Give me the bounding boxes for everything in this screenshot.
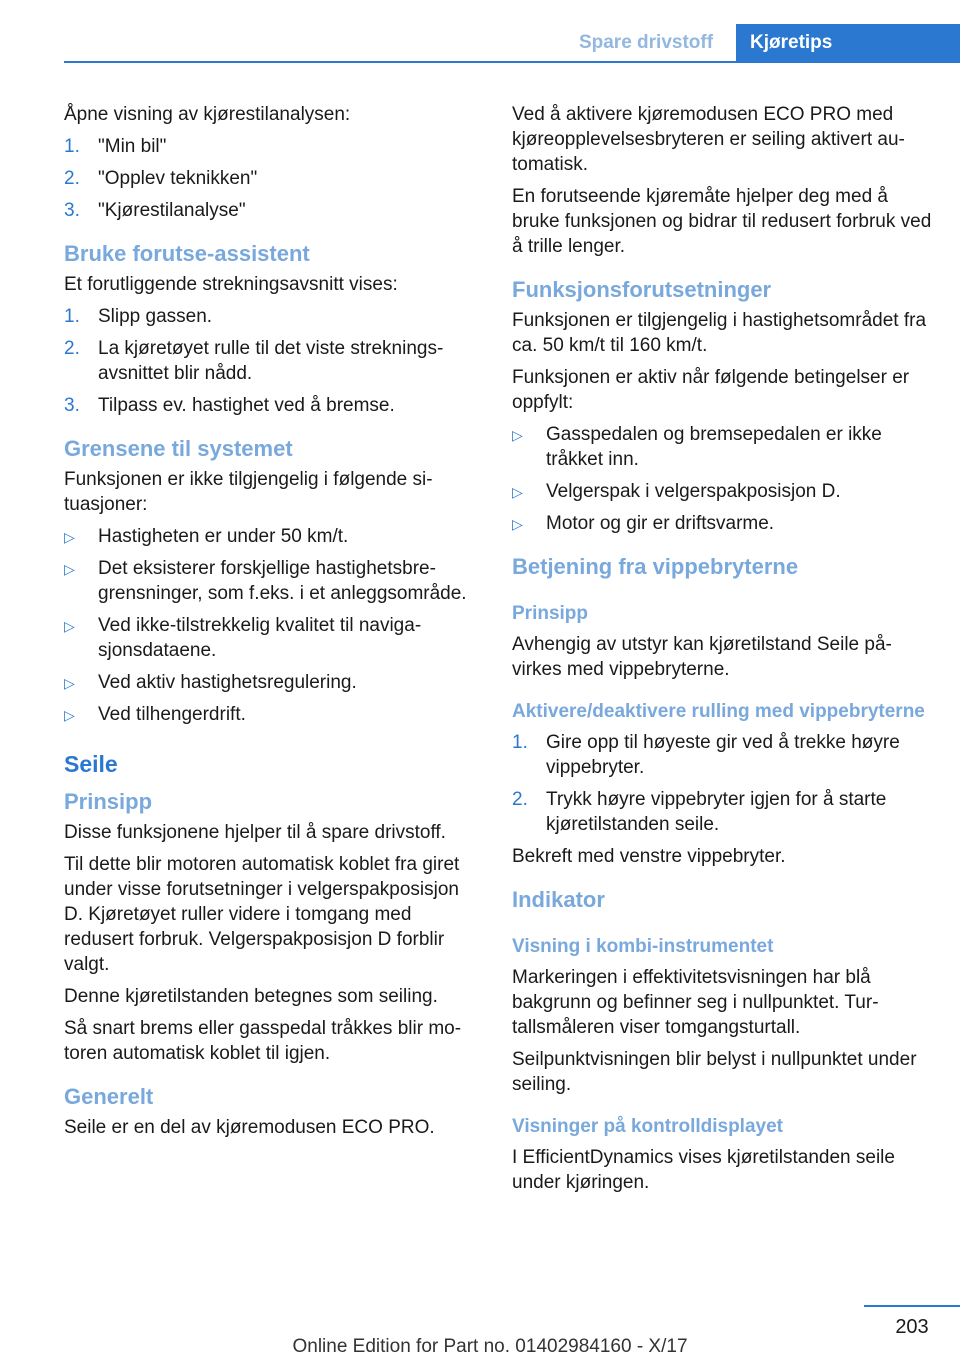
page-header	[0, 0, 960, 66]
heading-visning: Visning i kombi-instrumentet	[512, 936, 774, 957]
bullet-text: Ved aktiv hastighetsregulering.	[98, 672, 357, 693]
left-column	[64, 102, 479, 1147]
triangle-bullet-icon: ▷	[512, 484, 523, 500]
prinsipp-text-4: Så snart brems eller gasspedal tråkkes blir motoren automatisk koblet til igjen.	[64, 1018, 462, 1064]
bullet-text: Det eksisterer forskjellige hastighetsbregrensninger, som f.eks. i et anleggsområde.	[98, 558, 467, 604]
aktivere-steps-list	[512, 730, 932, 837]
prinsipp-text-2: Til dette blir motoren automatisk koblet fra giret under visse forutsetninger i velgerspakposisjon D. Kjøretøyet ruller videre i tomgang med redusert forbruk. Velgerspakposisjon D forblir valgt.	[64, 854, 460, 975]
intro-text-2: En forutseende kjøremåte hjelper deg med å bruke funksjonen og bidrar til redusert forbruk ved å trille lenger.	[512, 186, 932, 257]
bullet-text: Ved tilhengerdrift.	[98, 704, 246, 725]
funksjon-bullet-list	[512, 422, 932, 536]
step-number: 3.	[64, 395, 80, 416]
step-number: 1.	[64, 136, 80, 157]
bullet-text: Ved ikke-tilstrekkelig kvalitet til navigasjonsdataene.	[98, 615, 422, 661]
forutse-text: Et forutliggende strekningsavsnitt vises:	[64, 274, 398, 295]
step-text: Tilpass ev. hastighet ved å bremse.	[98, 395, 395, 416]
heading-prinsipp: Prinsipp	[64, 789, 153, 814]
visning-text-2: Seilpunktvisningen blir belyst i nullpunktet under seiling.	[512, 1049, 917, 1095]
step-number: 1.	[64, 306, 80, 327]
triangle-bullet-icon: ▷	[512, 516, 523, 532]
step-number: 2.	[64, 338, 80, 359]
triangle-bullet-icon: ▷	[512, 427, 523, 443]
visning-text-1: Markeringen i effektivitetsvisningen har blå bakgrunn og befinner seg i nullpunktet. Turtallsmåleren viser tomgangsturtall.	[512, 967, 879, 1038]
list-item	[512, 730, 932, 780]
heading-prinsipp-right: Prinsipp	[512, 603, 589, 624]
list-item	[64, 166, 479, 191]
menu-steps-list	[64, 134, 479, 223]
triangle-bullet-icon: ▷	[64, 561, 75, 577]
step-text: Trykk høyre vippebryter igjen for å starte kjøretilstanden seile.	[546, 789, 887, 835]
list-item	[512, 479, 932, 504]
heading-betjening: Betjening fra vippebryterne	[512, 554, 799, 579]
step-number: 2.	[64, 168, 80, 189]
step-number: 3.	[64, 200, 80, 221]
list-item	[64, 393, 479, 418]
step-text: La kjøretøyet rulle til det viste strekningsavsnittet blir nådd.	[98, 338, 444, 384]
list-item	[64, 556, 479, 606]
grensene-text: Funksjonen er ikke tilgjengelig i følgende situasjoner:	[64, 469, 433, 515]
list-item	[64, 702, 479, 727]
header-rule	[64, 61, 960, 63]
heading-generelt: Generelt	[64, 1084, 154, 1109]
footer-rule	[864, 1305, 960, 1307]
heading-funksjonsforutsetninger: Funksjonsforutsetninger	[512, 277, 772, 302]
header-section-title: Spare drivstoff	[578, 32, 714, 53]
triangle-bullet-icon: ▷	[64, 618, 75, 634]
bullet-text: Motor og gir er driftsvarme.	[546, 513, 775, 534]
heading-indikator: Indikator	[512, 887, 605, 912]
heading-forutse: Bruke forutse-assistent	[64, 241, 310, 266]
forutse-steps-list	[64, 304, 479, 418]
page-number: 203	[895, 1316, 929, 1338]
list-item	[64, 670, 479, 695]
list-item	[64, 134, 479, 159]
bullet-text: Velgerspak i velgerspakposisjon D.	[546, 481, 841, 502]
edition-footer: Online Edition for Part no. 01402984160 - X/17	[292, 1336, 688, 1357]
prinsipp-text-1: Disse funksjonene hjelper til å spare drivstoff.	[64, 822, 446, 843]
funksjon-text-1: Funksjonen er tilgjengelig i hastighetsområdet fra ca. 50 km/t til 160 km/t.	[512, 310, 927, 356]
step-text: "Opplev teknikken"	[98, 168, 258, 189]
list-item	[64, 524, 479, 549]
list-item	[512, 787, 932, 837]
bullet-text: Gasspedalen og bremsepedalen er ikke tråkket inn.	[546, 424, 882, 470]
step-number: 1.	[512, 732, 528, 753]
step-number: 2.	[512, 789, 528, 810]
intro-text-1: Ved å aktivere kjøremodusen ECO PRO med kjøreopplevelsesbryteren er seiling aktivert automatisk.	[512, 104, 905, 175]
heading-kontrolldisplay: Visninger på kontrolldisplayet	[512, 1116, 783, 1137]
list-item	[64, 304, 479, 329]
generelt-text: Seile er en del av kjøremodusen ECO PRO.	[64, 1117, 435, 1138]
list-item	[512, 511, 932, 536]
heading-seile: Seile	[64, 751, 118, 777]
step-text: "Min bil"	[98, 136, 167, 157]
header-chapter-tab: Kjøretips	[736, 24, 960, 62]
bullet-text: Hastigheten er under 50 km/t.	[98, 526, 349, 547]
heading-aktivere: Aktivere/deaktivere rulling med vippebryterne	[512, 701, 925, 722]
triangle-bullet-icon: ▷	[64, 707, 75, 723]
prinsipp-right-text: Avhengig av utstyr kan kjøretilstand Seile påvirkes med vippebryterne.	[512, 634, 892, 680]
triangle-bullet-icon: ▷	[64, 529, 75, 545]
step-text: Slipp gassen.	[98, 306, 213, 327]
kontroll-text: I EfficientDynamics vises kjøretilstanden seile under kjøringen.	[512, 1147, 895, 1193]
funksjon-text-2: Funksjonen er aktiv når følgende betingelser er oppfylt:	[512, 367, 910, 413]
list-item	[512, 422, 932, 472]
bekreft-text: Bekreft med venstre vippebryter.	[512, 846, 786, 867]
list-item	[64, 336, 479, 386]
grensene-bullet-list	[64, 524, 479, 727]
list-item	[64, 198, 479, 223]
list-item	[64, 613, 479, 663]
heading-grensene: Grensene til systemet	[64, 436, 293, 461]
triangle-bullet-icon: ▷	[64, 675, 75, 691]
prinsipp-text-3: Denne kjøretilstanden betegnes som seiling.	[64, 986, 438, 1007]
step-text: Gire opp til høyeste gir ved å trekke høyre vippebryter.	[546, 732, 900, 778]
intro-text: Åpne visning av kjørestilanalysen:	[64, 104, 351, 125]
step-text: "Kjørestilanalyse"	[98, 200, 246, 221]
right-column	[512, 102, 932, 1202]
